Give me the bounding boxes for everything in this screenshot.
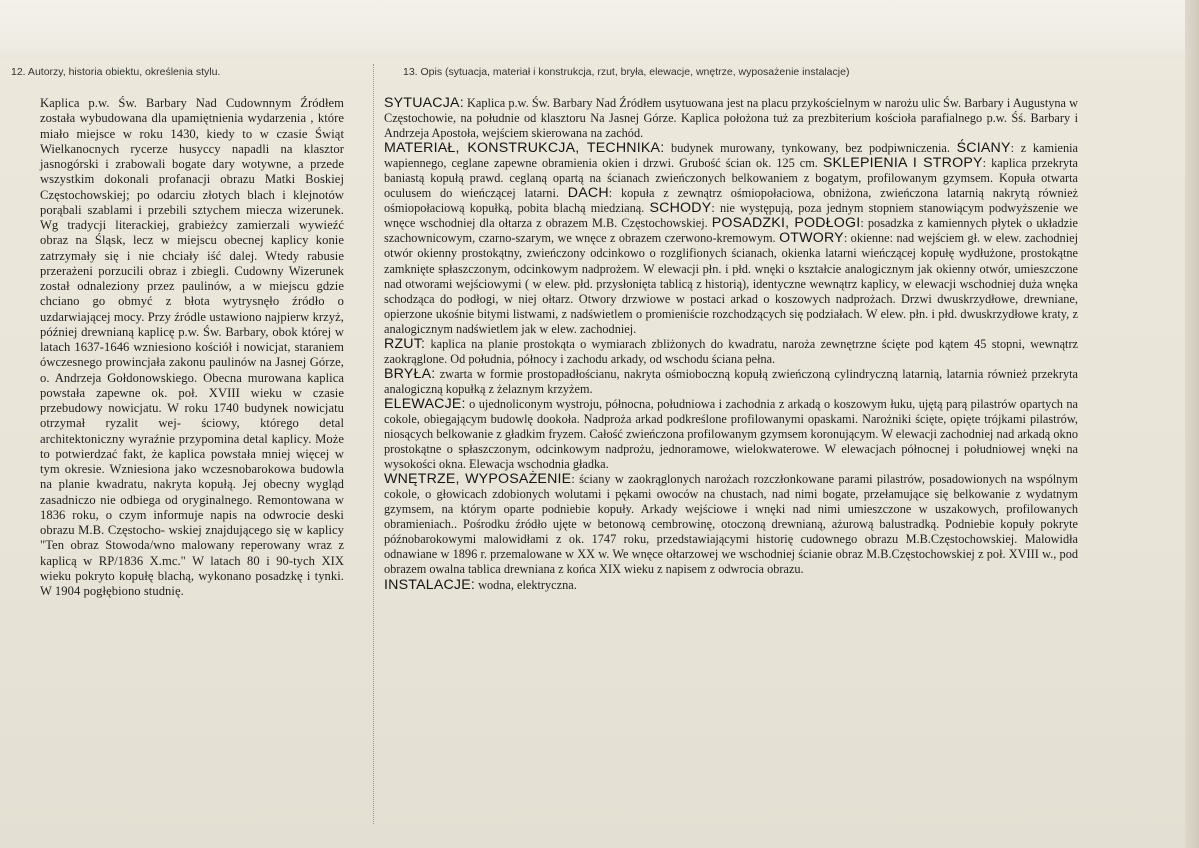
heading-posadzki: POSADZKI, PODŁOGI [711,215,861,232]
description-block-7 [384,578,1078,593]
heading-dach: DACH [567,185,609,202]
text-elewacje: o ujednoliconym wystroju, północna, południowa i zachodnia z arkadą o koszowym łuku, ujętą parą pilastrów opartych na cokole, obiegającym budowlę dookoła. Nadproża arkad podkreślone profilowanymi opaskami. Narożniki ścięte, opięte trójkami pilastrów, niosących belkowanie z gładkim fryzem. Całość zwieńczona profilowanym gzymsem koronującym. W elewacji zachodniej nad arkadą okno prostokątne o spłaszczonym, odcinkowym nadprożu, jednoramowe, wielokwaterowe. W elewacjach północnej i południowej wnęki na wysokości okna. Elewacja wschodnia gładka. [384,396,1078,472]
section-13-header: 13. Opis (sytuacja, materiał i konstrukcja, rzut, bryła, elewacje, wnętrze, wyposażenie instalacje) [403,66,850,78]
page-right-edge [1185,0,1199,848]
history-column [40,96,344,599]
text-sytuacja: Kaplica p.w. Św. Barbary Nad Źródłem usytuowana jest na placu przykościelnym w narożu ulic Św. Barbary i Augustyna w Częstochowie, na południe od klasztoru Na Jasnej Górze. Kaplica położona tuż za prezbiterium kościoła parafialnego p.w. Śś. Barbary i Andrzeja Apostoła, wejściem skierowana na zachód. [384,96,1078,141]
description-column [384,96,1078,593]
heading-rzut: RZUT: [384,335,426,352]
text-dach: : kopuła z zewnątrz ośmiopołaciowa, obniżona, zwieńczona latarnią nakrytą również ośmiopołaciową kopułką, pobita blachą miedzianą. [384,186,1078,216]
text-material: budynek murowany, tynkowany, bez podpiwniczenia. [664,141,957,156]
column-divider [373,64,374,824]
text-sciany: : z kamienia wapiennego, ceglane zapewne obramienia okien i drzwi. Grubość ścian ok. 125 cm. [384,141,1078,171]
description-block-5 [384,397,1078,472]
heading-schody: SCHODY [649,200,712,217]
history-text: Kaplica p.w. Św. Barbary Nad Cudownnym Źródłem została wybudowana dla upamiętnienia wydarzenia , które miało miejsce w roku 1430, kiedy to w czasie Świąt Wielkanocnych rycerze husyccy napadli na klasztor jasnogórski i zrabowali bogate dary wotywne, a przede wszystkim dokonali profanacji obrazu Matki Boskiej Częstochowskiej; po odarciu złotych blach i klejnotów porąbali szablami i przebili sztychem miecza wizerunek. Wg tradycji literackiej, grabieżcy zamierzali wywieźć obraz na Śląsk, lecz w miejscu obecnej kaplicy konie zatrzymały się i nie chciały iść dalej. Wtedy rabusie przerażeni porzucili obraz i zbiegli. Cudowny Wizerunek został odnaleziony przez paulinów, a w miejscu gdzie chciano go obmyć z błota wytrysnęło źródło o uzdarwiającej mocy. Przy źródle ustawiono najpierw krzyż, później drewnianą kaplicę p.w. Św. Barbary, obok której w latach 1637-1646 wzniesiono kościół i nowicjat, staraniem ówczesnego prowincjała zakonu paulinów na Jasnej Górze, o. Andrzeja Gołdonowskiego. Obecna murowana kaplica powstała zapewne ok. poł. XVIII wieku w czasie przebudowy nowicjatu. W roku 1740 budynek nowicjatu otrzymał ryzalit wej- ściowy, którego detal architektoniczny wyraźnie przypomina detal kaplicy. Może to potwierdzać fakt, że kaplica powstała mniej więcej w tym okresie. Wzniesiona jako wczesnobarokowa budowla na planie kwadratu, nakryta kopułą. Jej obecny wygląd zasadniczo nie odbiega od oryginalnego. Remontowana w 1836 roku, o czym informuje napis na odwrocie deski obrazu M.B. Częstocho- wskiej znajdującego się w kaplicy "Ten obraz Stowoda/wno malowany reperowany wraz z kaplicą w RP/1836 X.mc." W latach 80 i 90-tych XIX wieku pokryto kopułę blachą, wykonano posadzkę i tynki. W 1904 pogłębiono studnię. [40,96,344,598]
heading-sytuacja: SYTUACJA: [384,95,464,111]
page-top-margin [0,0,1199,58]
text-posadzki: : posadzka z kamiennych płytek o układzie szachownicowym, czarno-szarym, we wnęce z obrazem czerwono-kremowym. [384,216,1078,246]
description-block-6 [384,472,1078,577]
heading-sklepienia: SKLEPIENIA I STROPY [822,155,983,172]
description-block-3 [384,337,1078,367]
section-12-header: 12. Autorzy, historia obiektu, określenia stylu. [11,66,221,78]
description-block-4 [384,367,1078,397]
heading-otwory: OTWORY [779,230,844,247]
heading-bryla: BRYŁA: [384,365,436,382]
heading-elewacje: ELEWACJE: [384,395,466,412]
heading-material: MATERIAŁ, KONSTRUKCJA, TECHNIKA: [384,140,665,157]
description-block-1 [384,96,1078,141]
heading-wnetrze: WNĘTRZE, WYPOSAŻENIE [384,471,572,488]
text-instalacje: wodna, elektryczna. [475,577,577,592]
description-block-2 [384,141,1078,337]
text-bryla: zwarta w formie prostopadłościanu, nakryta ośmioboczną kopułą zwieńczoną cylindryczną latarnią, latarnia również przekryta analogiczną kopułką z żelaznym krzyżem. [384,366,1078,396]
text-rzut: kaplica na planie prostokąta o wymiarach zbliżonych do kwadratu, naroża zewnętrzne ścięte pod kątem 45 stopni, wewnątrz zaokrąglone. Od południa, północy i zachodu arkady, od wschodu ściana pełna. [384,336,1078,366]
text-otwory: : okienne: nad wejściem gł. w elew. zachodniej otwór okienny prostokątny, zwieńczony odcinkowo o rozglifionych ścianach, okienka latarni wieńczącej kopułę wydłużone, prostokątne zamknięte spłaszczonym, odcinkowym nadprożem. W elewacji płn. i płd. wnęki o kształcie analogicznym jak okienny otwór, umieszczone nad otworami wejściowymi ( w elew. płd. przysłonięta tablicą z historią), identyczne wewnątrz kaplicy, w elewacji wschodniej duża wnęka schodząca do podłogi, w niej ołtarz. Otwory drzwiowe w postaci arkad o koszowych nadprożach. Drzwi dwuskrzydłowe, drewniane, opierzone ukośnie bitymi listwami, z nadświetlem o promieniście rozchodzących się podziałach. W elew. płn. i płd. dwuskrzydłowe kraty, z analogicznym nadświetlem jak w elew. zachodniej. [384,231,1078,336]
heading-sciany: ŚCIANY [956,140,1011,157]
text-sklepienia: : kaplica przekryta baniastą kopułą prawd. ceglaną opartą na ścianach zwieńczonych belkowaniem z bogatym, profilowanym gzymsem. Kopuła otwarta oculusem do wieńczącej latarni. [384,156,1078,201]
heading-instalacje: INSTALACJE: [384,576,476,593]
text-schody: : nie występują, poza jednym stopniem stanowiącym podwyższenie we wnęce wschodniej dla ołtarza z obrazem M.B. Częstochowskiej. [384,201,1079,231]
text-wnetrze: : ściany w zaokrąglonych narożach rozczłonkowane parami pilastrów, posadowionych na wspólnym cokole, o głowicach zdobionych wolutami i pękami owoców na chustach, nad nimi bogate, przełamujące się belkowanie z wydatnym gzymsem, na którym oparte podniebie kopuły. Arkady wejściowe i wnęki nad nimi umieszczone w uszakowych, profilowanych obramieniach.. Pośrodku źródło ujęte w betonową cembrowinę, otoczoną drewnianą, ażurową balustradką. Podniebie kopuły pokryte późnobarokowymi malowidłami z ok. 1747 roku, przedstawiającymi historię cudownego obrazu M.B.Częstochowskiej. Malowidła odnawiane w 1896 r. przemalowane w XX w. We wnęce ołtarzowej we wschodniej ścianie obraz M.B.Częstochowskiej z poł. XVIII w., pod obrazem owalna tablica drewniana z końca XIX wieku z napisem z odwrocia obrazu. [384,472,1078,577]
